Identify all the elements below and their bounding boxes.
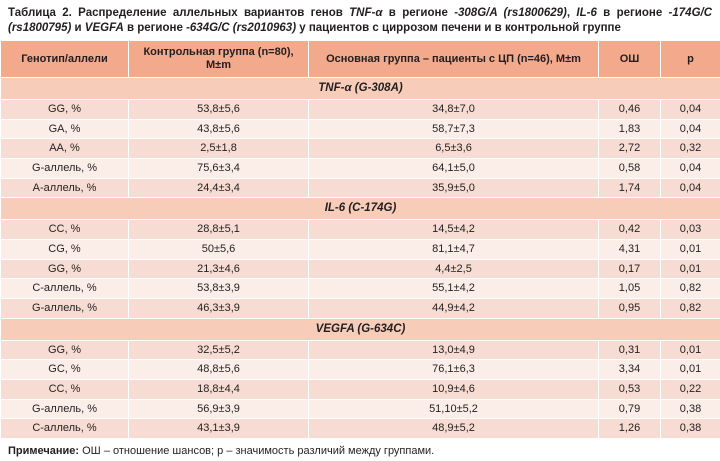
cell-control: 24,4±3,4 xyxy=(129,178,309,198)
cell-main: 44,9±4,2 xyxy=(309,298,599,318)
cell-or: 0,95 xyxy=(599,298,661,318)
cell-main: 48,9±5,2 xyxy=(309,419,599,439)
table-row xyxy=(1,279,720,299)
row-label: G-аллель, % xyxy=(1,158,129,178)
cell-p: 0,04 xyxy=(661,119,720,139)
column-header-p-value: p xyxy=(661,41,720,77)
cell-or: 0,17 xyxy=(599,259,661,279)
row-label: A-аллель, % xyxy=(1,178,129,198)
cell-p: 0,04 xyxy=(661,99,720,119)
row-label: CC, % xyxy=(1,220,129,240)
group-title-il6: IL-6 (C-174G) xyxy=(1,198,720,220)
cell-control: 43,8±5,6 xyxy=(129,119,309,139)
cell-control: 2,5±1,8 xyxy=(129,139,309,159)
cell-main: 64,1±5,0 xyxy=(309,158,599,178)
group-header-row xyxy=(1,318,720,340)
cell-control: 53,8±3,9 xyxy=(129,279,309,299)
table-row xyxy=(1,240,720,260)
cell-main: 4,4±2,5 xyxy=(309,259,599,279)
cell-or: 0,46 xyxy=(599,99,661,119)
caption-prefix: Таблица 2. Распределение аллельных вариантов генов xyxy=(8,7,349,19)
row-label: G-аллель, % xyxy=(1,399,129,419)
cell-control: 53,8±5,6 xyxy=(129,99,309,119)
cell-p: 0,01 xyxy=(661,360,720,380)
row-label: GA, % xyxy=(1,119,129,139)
cell-control: 18,8±4,4 xyxy=(129,380,309,400)
table-header xyxy=(1,41,720,77)
cell-or: 0,31 xyxy=(599,340,661,360)
cell-or: 3,34 xyxy=(599,360,661,380)
cell-p: 0,38 xyxy=(661,419,720,439)
row-label: GC, % xyxy=(1,360,129,380)
table-body xyxy=(1,77,720,438)
table-note xyxy=(0,439,720,461)
table-header-row xyxy=(1,41,720,77)
row-label: GG, % xyxy=(1,99,129,119)
cell-control: 43,1±3,9 xyxy=(129,419,309,439)
row-label: CC, % xyxy=(1,380,129,400)
cell-or: 0,58 xyxy=(599,158,661,178)
note-text: ОШ – отношение шансов; p – значимость различий между группами. xyxy=(79,445,434,457)
table-row xyxy=(1,99,720,119)
cell-p: 0,01 xyxy=(661,340,720,360)
cell-main: 81,1±4,7 xyxy=(309,240,599,260)
cell-main: 10,9±4,6 xyxy=(309,380,599,400)
caption-region-3: -634G/C (rs2010963) xyxy=(186,22,296,34)
cell-main: 51,10±5,2 xyxy=(309,399,599,419)
table-row xyxy=(1,119,720,139)
caption-sep-1: , xyxy=(567,7,577,19)
group-title-vegfa: VEGFA (G-634C) xyxy=(1,318,720,340)
table-row xyxy=(1,220,720,240)
cell-or: 2,72 xyxy=(599,139,661,159)
row-label: GG, % xyxy=(1,259,129,279)
caption-gene-1: TNF-α xyxy=(349,7,382,19)
row-label: C-аллель, % xyxy=(1,419,129,439)
row-label: AA, % xyxy=(1,139,129,159)
cell-p: 0,82 xyxy=(661,279,720,299)
cell-main: 34,8±7,0 xyxy=(309,99,599,119)
cell-or: 1,74 xyxy=(599,178,661,198)
cell-or: 0,53 xyxy=(599,380,661,400)
column-header-main-group: Основная группа – пациенты с ЦП (n=46), M±m xyxy=(309,41,599,77)
table-row xyxy=(1,259,720,279)
table-row xyxy=(1,340,720,360)
caption-mid-3: в регионе xyxy=(124,22,186,34)
cell-control: 28,8±5,1 xyxy=(129,220,309,240)
table-row xyxy=(1,158,720,178)
cell-control: 56,9±3,9 xyxy=(129,399,309,419)
caption-suffix: у пациентов с циррозом печени и в контрольной группе xyxy=(296,22,621,34)
note-label: Примечание: xyxy=(8,445,79,457)
cell-control: 48,8±5,6 xyxy=(129,360,309,380)
group-header-row xyxy=(1,77,720,99)
caption-sep-2: и xyxy=(71,22,84,34)
table-row xyxy=(1,360,720,380)
caption-region-1: -308G/A (rs1800629) xyxy=(454,7,567,19)
cell-p: 0,01 xyxy=(661,240,720,260)
caption-region-2: -174G/C (rs1800795) xyxy=(8,7,712,34)
group-header-row xyxy=(1,198,720,220)
cell-main: 14,5±4,2 xyxy=(309,220,599,240)
cell-main: 35,9±5,0 xyxy=(309,178,599,198)
cell-control: 50±5,6 xyxy=(129,240,309,260)
cell-control: 32,5±5,2 xyxy=(129,340,309,360)
cell-or: 4,31 xyxy=(599,240,661,260)
cell-control: 46,3±3,9 xyxy=(129,298,309,318)
cell-p: 0,38 xyxy=(661,399,720,419)
caption-gene-2: IL-6 xyxy=(576,7,596,19)
cell-p: 0,82 xyxy=(661,298,720,318)
cell-control: 21,3±4,6 xyxy=(129,259,309,279)
cell-or: 0,42 xyxy=(599,220,661,240)
cell-p: 0,22 xyxy=(661,380,720,400)
row-label: CG, % xyxy=(1,240,129,260)
table-row xyxy=(1,298,720,318)
caption-mid-1: в регионе xyxy=(382,7,454,19)
table-row xyxy=(1,380,720,400)
table-row xyxy=(1,139,720,159)
row-label: C-аллель, % xyxy=(1,279,129,299)
cell-main: 76,1±6,3 xyxy=(309,360,599,380)
cell-p: 0,03 xyxy=(661,220,720,240)
cell-or: 1,05 xyxy=(599,279,661,299)
cell-or: 1,83 xyxy=(599,119,661,139)
cell-p: 0,04 xyxy=(661,178,720,198)
cell-or: 0,79 xyxy=(599,399,661,419)
group-title-tnfa: TNF-α (G-308A) xyxy=(1,77,720,99)
cell-p: 0,32 xyxy=(661,139,720,159)
cell-main: 58,7±7,3 xyxy=(309,119,599,139)
allele-distribution-table xyxy=(0,40,720,439)
cell-or: 1,26 xyxy=(599,419,661,439)
cell-control: 75,6±3,4 xyxy=(129,158,309,178)
cell-p: 0,01 xyxy=(661,259,720,279)
column-header-control-group: Контрольная группа (n=80), M±m xyxy=(129,41,309,77)
cell-p: 0,04 xyxy=(661,158,720,178)
column-header-genotype: Генотип/аллели xyxy=(1,41,129,77)
row-label: GG, % xyxy=(1,340,129,360)
table-row xyxy=(1,178,720,198)
table-row xyxy=(1,419,720,439)
table-row xyxy=(1,399,720,419)
column-header-odds-ratio: ОШ xyxy=(599,41,661,77)
cell-main: 13,0±4,9 xyxy=(309,340,599,360)
row-label: G-аллель, % xyxy=(1,298,129,318)
table-caption xyxy=(0,0,720,40)
cell-main: 6,5±3,6 xyxy=(309,139,599,159)
caption-mid-2: в регионе xyxy=(597,7,669,19)
cell-main: 55,1±4,2 xyxy=(309,279,599,299)
caption-gene-3: VEGFA xyxy=(85,22,124,34)
